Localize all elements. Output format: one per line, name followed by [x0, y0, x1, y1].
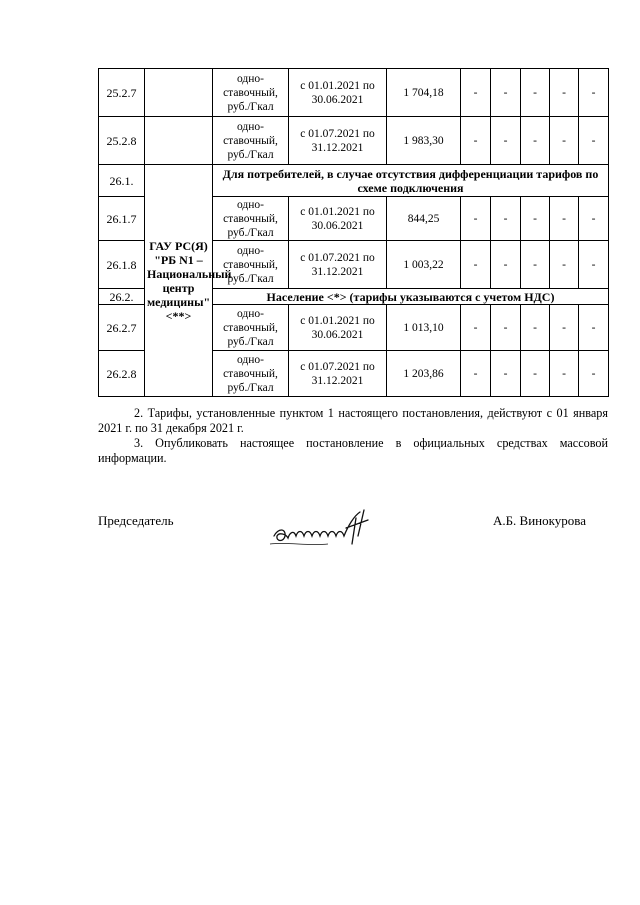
dash-cell: - — [521, 117, 550, 165]
tariff-table — [98, 68, 609, 397]
row-number: 26.2. — [99, 289, 145, 305]
paragraph-publication: 3. Опубликовать настоящее постановление в официальных средствах массовой информации. — [98, 436, 608, 465]
tariff-type: одно-ставочный, руб./Гкал — [213, 241, 289, 289]
dash-cell: - — [461, 241, 491, 289]
row-number: 26.2.7 — [99, 305, 145, 351]
dash-cell: - — [461, 69, 491, 117]
tariff-value: 1 704,18 — [387, 69, 461, 117]
dash-cell: - — [461, 197, 491, 241]
row-number: 26.2.8 — [99, 351, 145, 397]
dash-cell: - — [550, 69, 579, 117]
dash-cell: - — [461, 305, 491, 351]
org-cell-empty — [145, 69, 213, 117]
row-number: 26.1.8 — [99, 241, 145, 289]
dash-cell: - — [579, 69, 609, 117]
section-header: Для потребителей, в случае отсутствия дифференциации тарифов по схеме подключения — [213, 165, 609, 197]
tariff-period: с 01.07.2021 по 31.12.2021 — [289, 117, 387, 165]
dash-cell: - — [550, 197, 579, 241]
paragraph-validity: 2. Тарифы, установленные пунктом 1 настоящего постановления, действуют с 01 января 2021 г. по 31 декабря 2021 г. — [98, 406, 608, 435]
dash-cell: - — [521, 351, 550, 397]
dash-cell: - — [461, 351, 491, 397]
dash-cell: - — [579, 305, 609, 351]
tariff-period: с 01.01.2021 по 30.06.2021 — [289, 69, 387, 117]
signatory-title: Председатель — [98, 513, 174, 528]
organization-name: ГАУ РС(Я) "РБ N1 – Национальный центр медицины" <**> — [145, 165, 213, 397]
section-header: Население <*> (тарифы указываются с учетом НДС) — [213, 289, 609, 305]
tariff-value: 1 983,30 — [387, 117, 461, 165]
tariff-value: 1 003,22 — [387, 241, 461, 289]
tariff-type: одно-ставочный, руб./Гкал — [213, 69, 289, 117]
handwritten-signature — [268, 506, 378, 550]
tariff-type: одно-ставочный, руб./Гкал — [213, 305, 289, 351]
tariff-value: 1 203,86 — [387, 351, 461, 397]
tariff-period: с 01.01.2021 по 30.06.2021 — [289, 305, 387, 351]
table-row — [99, 117, 609, 165]
tariff-type: одно-ставочный, руб./Гкал — [213, 197, 289, 241]
dash-cell: - — [521, 197, 550, 241]
tariff-value: 1 013,10 — [387, 305, 461, 351]
dash-cell: - — [550, 241, 579, 289]
dash-cell: - — [579, 197, 609, 241]
tariff-period: с 01.01.2021 по 30.06.2021 — [289, 197, 387, 241]
tariff-type: одно-ставочный, руб./Гкал — [213, 117, 289, 165]
table-row — [99, 69, 609, 117]
dash-cell: - — [550, 117, 579, 165]
tariff-type: одно-ставочный, руб./Гкал — [213, 351, 289, 397]
dash-cell: - — [491, 305, 521, 351]
dash-cell: - — [461, 117, 491, 165]
signatory-name: А.Б. Винокурова — [492, 513, 586, 528]
tariff-value: 844,25 — [387, 197, 461, 241]
dash-cell: - — [521, 241, 550, 289]
dash-cell: - — [491, 117, 521, 165]
row-number: 26.1. — [99, 165, 145, 197]
row-number: 26.1.7 — [99, 197, 145, 241]
dash-cell: - — [491, 69, 521, 117]
dash-cell: - — [579, 241, 609, 289]
row-number: 25.2.8 — [99, 117, 145, 165]
dash-cell: - — [521, 305, 550, 351]
dash-cell: - — [550, 351, 579, 397]
dash-cell: - — [579, 351, 609, 397]
dash-cell: - — [491, 351, 521, 397]
row-number: 25.2.7 — [99, 69, 145, 117]
dash-cell: - — [521, 69, 550, 117]
dash-cell: - — [550, 305, 579, 351]
tariff-period: с 01.07.2021 по 31.12.2021 — [289, 241, 387, 289]
dash-cell: - — [579, 117, 609, 165]
table-row — [99, 165, 609, 197]
dash-cell: - — [491, 241, 521, 289]
org-cell-empty — [145, 117, 213, 165]
dash-cell: - — [491, 197, 521, 241]
tariff-period: с 01.07.2021 по 31.12.2021 — [289, 351, 387, 397]
